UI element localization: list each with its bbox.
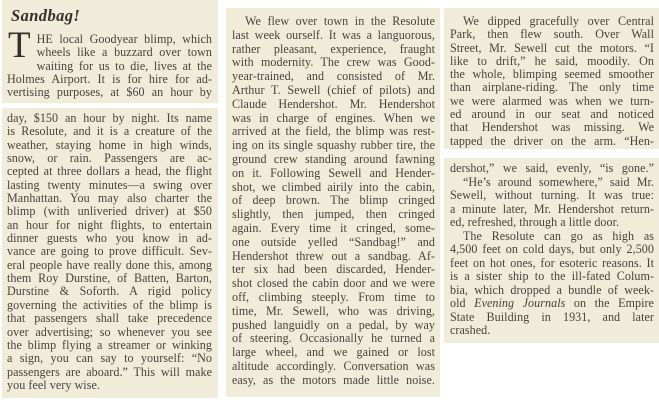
text-line bbox=[232, 167, 435, 181]
text-segment: Durstine & Soforth. A rigid policy bbox=[7, 284, 212, 299]
text-segment: you feel very wise. bbox=[7, 377, 100, 392]
text-line bbox=[450, 284, 654, 298]
text-line bbox=[450, 216, 654, 230]
text-line bbox=[232, 250, 435, 264]
text-line bbox=[450, 28, 654, 41]
text-line bbox=[450, 311, 654, 325]
text-line bbox=[7, 366, 212, 379]
column-3-block-2-lines bbox=[450, 162, 654, 338]
text-segment: the blimp flying a streamer or winking bbox=[7, 337, 212, 352]
text-segment: time, Mr. Sewell, who was driving, bbox=[232, 303, 435, 318]
text-segment: lasting twenty minutes—a swing over bbox=[7, 177, 212, 192]
text-segment: day, $150 an hour by night. Its name bbox=[7, 111, 212, 125]
text-segment: cepted at three dollars a head, the flight bbox=[7, 164, 212, 179]
text-segment: altitude accordingly. Conversation was bbox=[232, 358, 435, 373]
text-segment: shot, we climbed airily into the cabin, bbox=[232, 179, 435, 194]
text-line bbox=[232, 263, 435, 277]
column-3-block-1-lines bbox=[450, 15, 654, 148]
column-1-block-1-lines bbox=[7, 25, 212, 100]
text-line bbox=[7, 272, 212, 285]
text-segment: easy, as the motors made little noise. bbox=[232, 372, 435, 387]
text-segment: of deep brown. The blimp cringed bbox=[232, 193, 435, 208]
text-line bbox=[7, 245, 212, 258]
text-line bbox=[7, 60, 212, 73]
text-line bbox=[7, 232, 212, 245]
text-line bbox=[232, 70, 435, 84]
text-segment: of steering. Occasionally he turned a bbox=[232, 331, 435, 346]
text-segment: vance are going to prove difficult. Sev- bbox=[7, 244, 212, 259]
text-line bbox=[7, 125, 212, 138]
text-line bbox=[7, 205, 212, 218]
text-segment: dershot,” we said, evenly, “is gone.” bbox=[450, 161, 654, 175]
text-segment: is a sister ship to the ill-fated Colum- bbox=[450, 269, 654, 283]
text-segment: ed around in our seat and noticed bbox=[450, 107, 654, 122]
text-segment: blimp (with unliveried driver) at $50 bbox=[7, 204, 212, 219]
text-segment: snow, or rain. Passengers are ac- bbox=[7, 151, 212, 166]
text-line bbox=[7, 299, 212, 312]
text-segment: crashed. bbox=[450, 323, 491, 337]
text-segment: weather, staying home in high winds, bbox=[7, 137, 212, 152]
column-3-block-1 bbox=[444, 8, 659, 149]
text-line bbox=[7, 152, 212, 165]
text-segment: tapped the driver on the arm. “Hen- bbox=[450, 133, 654, 148]
italic-text: Evening Journals bbox=[474, 296, 566, 310]
text-line bbox=[232, 208, 435, 222]
text-segment: year-trained, and consisted of Mr. bbox=[232, 69, 435, 84]
text-line bbox=[7, 312, 212, 325]
text-line bbox=[450, 297, 654, 311]
text-line bbox=[232, 43, 435, 57]
text-line bbox=[450, 68, 654, 81]
text-segment: 4,500 feet on cold days, but only 2,500 bbox=[450, 242, 654, 256]
text-line bbox=[232, 15, 435, 29]
text-line bbox=[232, 236, 435, 250]
text-segment: on the Empire bbox=[565, 296, 654, 310]
text-segment: Park, then flew south. Over Wall bbox=[450, 27, 654, 42]
text-segment: ed, refreshed, through a little door. bbox=[450, 215, 620, 229]
text-segment: waiting for us to die, lives at the bbox=[36, 58, 212, 73]
text-segment: dinner guests who you know in ad- bbox=[7, 231, 212, 246]
text-segment: rather pleasant, experience, fraught bbox=[232, 41, 435, 56]
text-line bbox=[7, 219, 212, 232]
text-line bbox=[232, 84, 435, 98]
text-segment: We dipped gracefully over Central bbox=[463, 14, 654, 28]
text-line bbox=[7, 86, 212, 99]
text-line bbox=[7, 352, 212, 365]
text-segment: off, climbing steeply. From time to bbox=[232, 289, 435, 304]
text-segment: over advertising; so whenever you see bbox=[7, 324, 212, 339]
column-1-block-1 bbox=[2, 0, 218, 103]
text-segment: ing on its single squashy rubber tire, the bbox=[232, 138, 435, 153]
text-segment: on it. Following Sewell and Hender- bbox=[232, 165, 435, 180]
dropcap-letter: T bbox=[8, 25, 31, 66]
text-line bbox=[450, 15, 654, 28]
text-line bbox=[232, 56, 435, 70]
text-segment: like to drift,” he said, moodily. On bbox=[450, 53, 654, 68]
text-line bbox=[232, 360, 435, 374]
text-segment: ground crew standing around fawning bbox=[232, 151, 435, 166]
text-segment: ter six had been discarded, Hender- bbox=[232, 262, 435, 277]
text-segment: last week ourself. It was a languorous, bbox=[232, 27, 435, 42]
text-segment: The Resolute can go as high as bbox=[463, 228, 654, 243]
text-segment: Holmes Airport. It is for hire for ad- bbox=[7, 71, 212, 86]
text-line bbox=[7, 259, 212, 272]
column-3-block-2 bbox=[444, 158, 659, 343]
text-line bbox=[450, 108, 654, 121]
text-segment: that Hendershot was missing. We bbox=[450, 120, 654, 135]
text-line bbox=[232, 98, 435, 112]
text-line bbox=[450, 55, 654, 68]
text-line bbox=[7, 192, 212, 205]
text-segment: slightly, then jumped, then cringed bbox=[232, 207, 435, 222]
text-segment: with modernity. The crew was Good- bbox=[232, 55, 435, 70]
text-line bbox=[7, 112, 212, 125]
text-segment: Manhattan. You may also charter the bbox=[7, 191, 212, 206]
text-segment: Hendershot threw out a sandbag. Af- bbox=[232, 248, 435, 263]
text-line bbox=[7, 46, 212, 59]
text-line bbox=[450, 135, 654, 148]
text-segment: State Building in 1931, and later bbox=[450, 309, 654, 324]
text-segment: Sewell, without turning. It was true: bbox=[450, 188, 654, 202]
column-2-block-1-lines bbox=[232, 15, 435, 388]
text-line bbox=[450, 42, 654, 55]
text-line bbox=[7, 179, 212, 192]
text-line bbox=[450, 230, 654, 244]
text-line bbox=[232, 222, 435, 236]
article-title: Sandbag! bbox=[11, 6, 81, 25]
text-segment: vertising purposes, at $60 an hour by bbox=[7, 85, 212, 100]
text-segment: than airplane-riding. The only time bbox=[450, 80, 654, 95]
text-line bbox=[232, 139, 435, 153]
text-line bbox=[7, 339, 212, 352]
text-segment: We flew over town in the Resolute bbox=[245, 14, 435, 28]
text-line bbox=[450, 257, 654, 271]
text-segment: them Roy Durstine, of Batten, Barton, bbox=[7, 271, 212, 286]
text-line bbox=[450, 121, 654, 134]
text-segment: Claude Hendershot. Mr. Hendershot bbox=[232, 96, 435, 111]
column-1-block-2 bbox=[2, 108, 218, 398]
text-segment: we were alarmed was when we turn- bbox=[450, 93, 654, 108]
text-segment: bia, which dropped a bundle of week- bbox=[450, 282, 654, 297]
text-segment: arrived at the field, the blimp was rest- bbox=[232, 124, 435, 139]
text-line bbox=[7, 326, 212, 339]
text-segment: Arthur T. Sewell (chief of pilots) and bbox=[232, 82, 435, 97]
text-segment: feet on hot ones, for esoteric reasons. It bbox=[450, 255, 654, 270]
text-line bbox=[450, 324, 654, 338]
text-line bbox=[232, 112, 435, 126]
text-segment: governing the activities of the blimp is bbox=[7, 297, 212, 312]
text-segment: large wheel, and we gained or lost bbox=[232, 345, 435, 360]
text-line bbox=[450, 81, 654, 94]
text-line bbox=[450, 162, 654, 176]
text-line bbox=[232, 181, 435, 195]
text-line bbox=[232, 346, 435, 360]
text-segment: the whole, blimping seemed smoother bbox=[450, 67, 654, 82]
text-line bbox=[232, 291, 435, 305]
text-segment: was in charge of engines. When we bbox=[232, 110, 435, 125]
text-segment: a sign, you can say to yourself: “No bbox=[7, 351, 212, 366]
text-line bbox=[232, 125, 435, 139]
text-line bbox=[7, 33, 212, 46]
text-line bbox=[450, 270, 654, 284]
text-line bbox=[232, 153, 435, 167]
text-line bbox=[232, 319, 435, 333]
text-segment: HE local Goodyear blimp, which bbox=[36, 32, 212, 46]
text-line bbox=[232, 305, 435, 319]
text-segment: wheels like a buzzard over town bbox=[36, 45, 212, 60]
text-line bbox=[450, 95, 654, 108]
text-line bbox=[7, 73, 212, 86]
text-line bbox=[7, 379, 212, 392]
text-line bbox=[7, 139, 212, 152]
text-line bbox=[450, 203, 654, 217]
text-line bbox=[7, 165, 212, 178]
text-segment: again. Every time it cringed, some- bbox=[232, 220, 435, 235]
text-segment: one outside yelled “Sandbag!” and bbox=[232, 234, 435, 249]
text-segment: old bbox=[450, 296, 475, 310]
text-segment: that passengers shall take precedence bbox=[7, 311, 212, 326]
text-line bbox=[7, 285, 212, 298]
text-line bbox=[232, 194, 435, 208]
text-line bbox=[450, 176, 654, 190]
text-line bbox=[450, 243, 654, 257]
text-segment: passengers are aboard.” This will make bbox=[7, 364, 212, 379]
text-segment: eral people have really done this, among bbox=[7, 257, 212, 272]
text-line bbox=[232, 374, 435, 388]
text-segment: “He’s around somewhere,” said Mr. bbox=[463, 174, 654, 189]
text-line bbox=[232, 29, 435, 43]
text-segment: a minute later, Mr. Hendershot return- bbox=[450, 201, 654, 216]
text-segment: shot closed the cabin door and we were bbox=[232, 276, 435, 291]
text-segment: is Resolute, and it is a creature of the bbox=[7, 124, 212, 139]
column-2-block-1 bbox=[226, 8, 440, 397]
text-segment: pushed languidly on a pedal, by way bbox=[232, 317, 435, 332]
column-1-block-2-lines bbox=[7, 112, 212, 392]
text-segment: an hour for night flights, to entertain bbox=[7, 217, 212, 232]
text-line bbox=[232, 332, 435, 346]
text-line bbox=[450, 189, 654, 203]
text-line bbox=[232, 277, 435, 291]
text-segment: Street, Mr. Sewell cut the motors. “I bbox=[450, 40, 654, 55]
